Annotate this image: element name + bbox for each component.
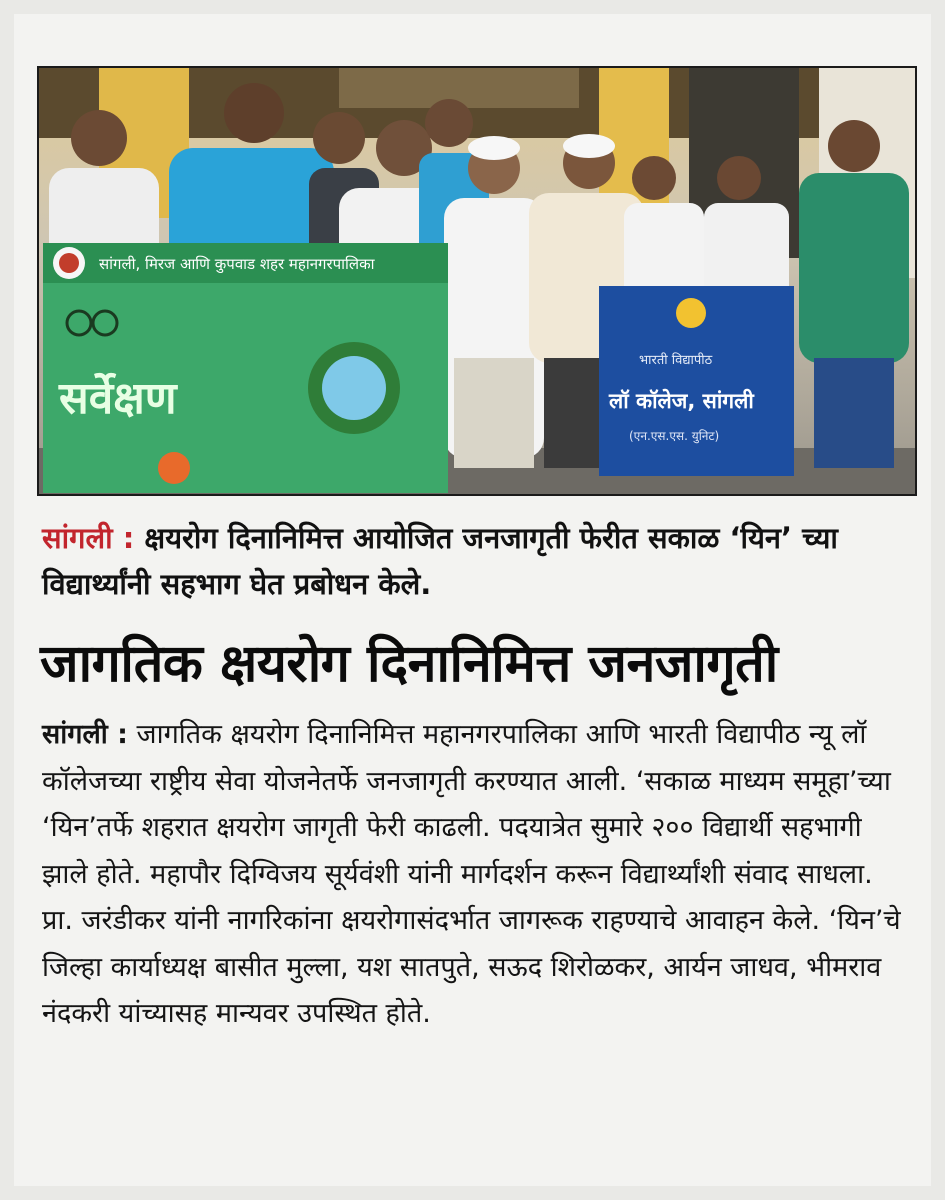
banner-right-top: भारती विद्यापीठ	[639, 353, 713, 368]
banner-left	[43, 243, 448, 493]
article-dateline: सांगली :	[42, 719, 128, 750]
banner-right-main: लॉ कॉलेज, सांगली	[609, 389, 754, 413]
article-text: जागतिक क्षयरोग दिनानिमित्त महानगरपालिका आणि भारती विद्यापीठ न्यू लॉ कॉलेजच्या राष्ट्रीय सेवा योजनेतर्फे जनजागृती करण्यात आली. ‘सकाळ माध्यम समूहा’च्या ‘यिन’तर्फे शहरात क्षयरोग जागृती फेरी काढली. पदयात्रेत सुमारे २०० विद्यार्थी सहभागी झाले होते. महापौर दिग्विजय सूर्यवंशी यांनी मार्गदर्शन करून विद्यार्थ्यांशी संवाद साधला. प्रा. जरंडीकर यांनी नागरिकांना क्षयरोगासंदर्भात जागरूक राहण्याचे आवाहन केले. ‘यिन’चे जिल्हा कार्याध्यक्ष बासीत मुल्ला, यश सातपुते, सऊद शिरोळकर, आर्यन जाधव, भीमराव नंदकरी यांच्यासह मान्यवर उपस्थित होते.	[42, 719, 901, 1029]
headline: जागतिक क्षयरोग दिनानिमित्त जनजागृती	[40, 634, 778, 694]
banner-right	[599, 286, 794, 476]
article-body	[42, 712, 910, 1038]
banner-left-big: सर्वेक्षण	[59, 373, 177, 424]
photo-caption	[42, 515, 902, 607]
caption-text: क्षयरोग दिनानिमित्त आयोजित जनजागृती फेरीत सकाळ ‘यिन’ च्या विद्यार्थ्यांनी सहभाग घेत प्रबोधन केले.	[42, 521, 838, 601]
banner-right-sub: (एन.एस.एस. युनिट)	[629, 429, 720, 443]
banner-left-title: सांगली, मिरज आणि कुपवाड शहर महानगरपालिका	[99, 255, 375, 273]
rally-photo-illustration	[39, 68, 915, 494]
news-photo	[37, 66, 917, 496]
caption-place: सांगली :	[42, 521, 135, 555]
